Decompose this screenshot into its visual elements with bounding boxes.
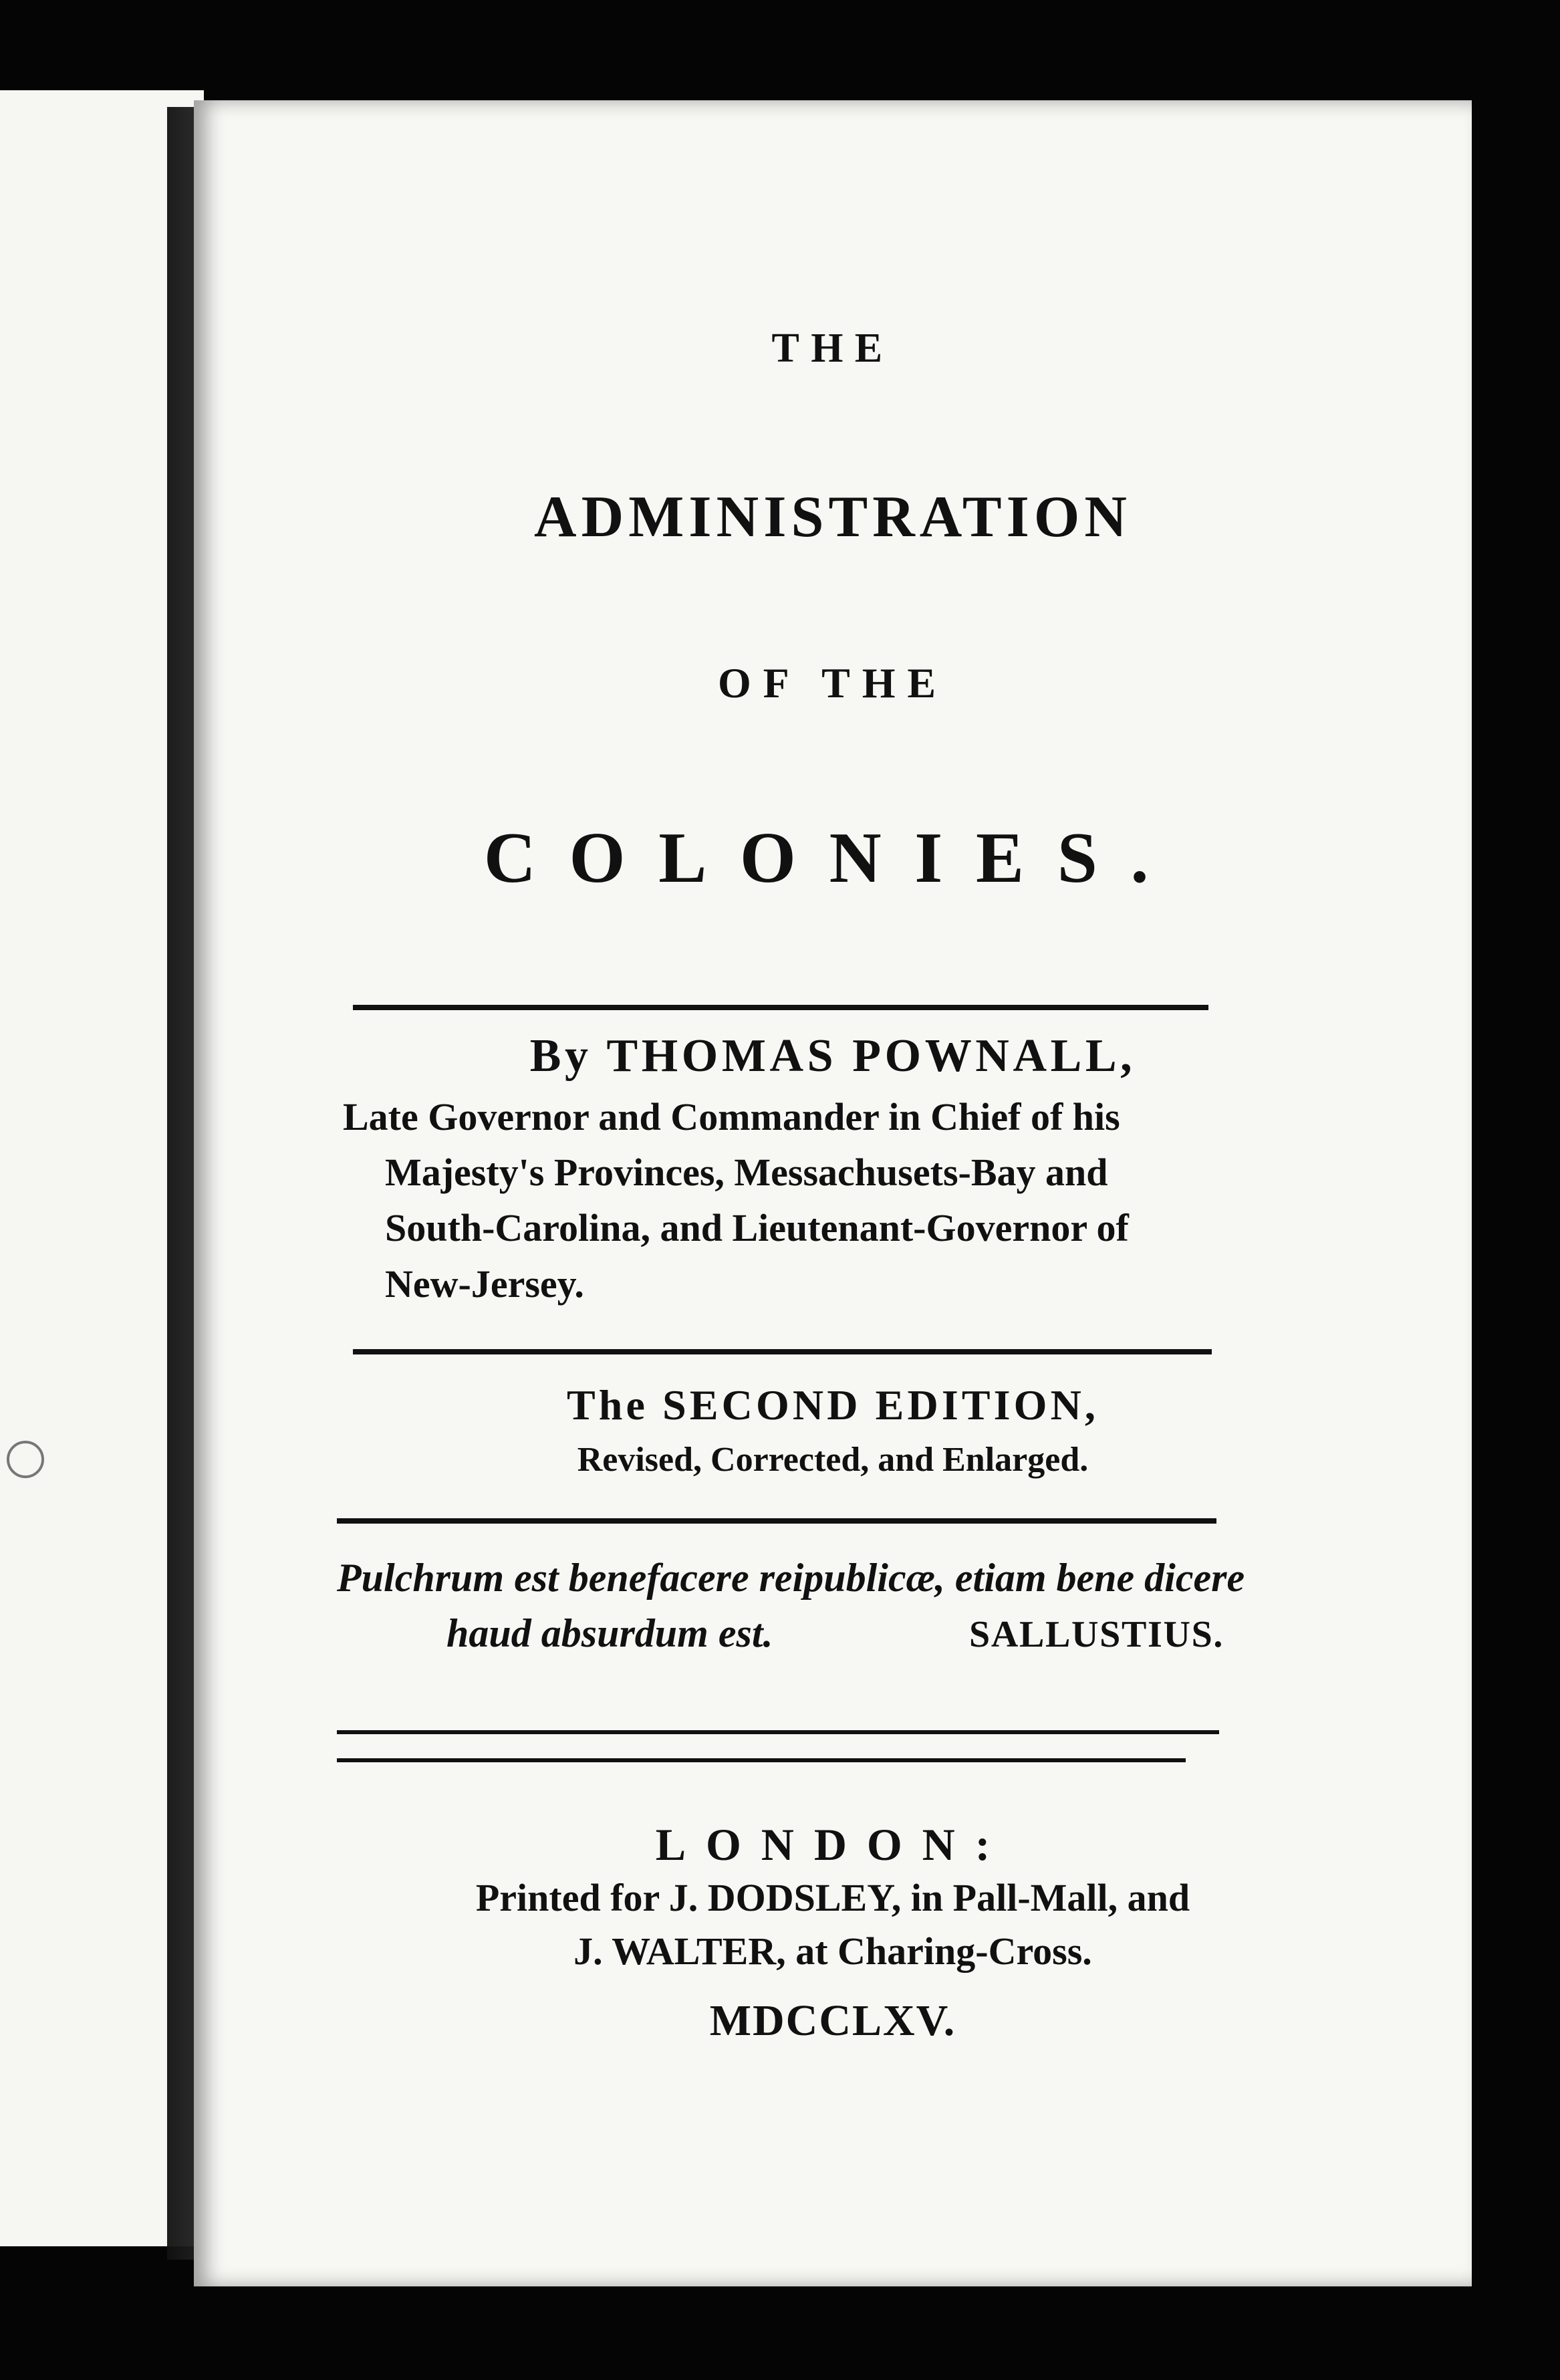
title-the: THE: [771, 326, 894, 371]
rule-above-edition: [353, 1349, 1212, 1354]
author-detail-1: Late Governor and Commander in Chief of his: [343, 1095, 1120, 1139]
title-colonies: COLONIES.: [483, 818, 1182, 898]
title-of-the: OF THE: [717, 659, 948, 707]
double-rule-top: [337, 1730, 1219, 1734]
imprint-line-1: Printed for J. DODSLEY, in Pall-Mall, and: [475, 1876, 1190, 1919]
title-page: [194, 100, 1472, 2286]
double-rule-bottom: [337, 1758, 1186, 1762]
motto-line-1: Pulchrum est benefacere reipublicæ, etiam bene dicere: [337, 1556, 1245, 1600]
motto-line-2-left: haud absurdum est.: [446, 1611, 773, 1655]
paper-hole-mark: [7, 1441, 44, 1478]
motto-attribution: SALLUSTIUS.: [969, 1614, 1224, 1655]
imprint-line-2: J. WALTER, at Charing-Cross.: [573, 1929, 1092, 1973]
author-detail-2: Majesty's Provinces, Messachusets-Bay and: [385, 1151, 1108, 1194]
revision-line: Revised, Corrected, and Enlarged.: [577, 1441, 1089, 1479]
author-line: By THOMAS POWNALL,: [529, 1030, 1136, 1082]
edition-line: The SECOND EDITION,: [566, 1381, 1099, 1429]
publication-year: MDCCLXV.: [709, 1996, 956, 2045]
author-detail-3: South-Carolina, and Lieutenant-Governor of: [385, 1206, 1129, 1250]
title-administration: ADMINISTRATION: [534, 485, 1132, 550]
rule-under-title: [353, 1005, 1208, 1010]
imprint-city: LONDON:: [655, 1819, 1011, 1870]
author-detail-4: New-Jersey.: [385, 1262, 584, 1306]
rule-above-motto: [337, 1518, 1216, 1524]
